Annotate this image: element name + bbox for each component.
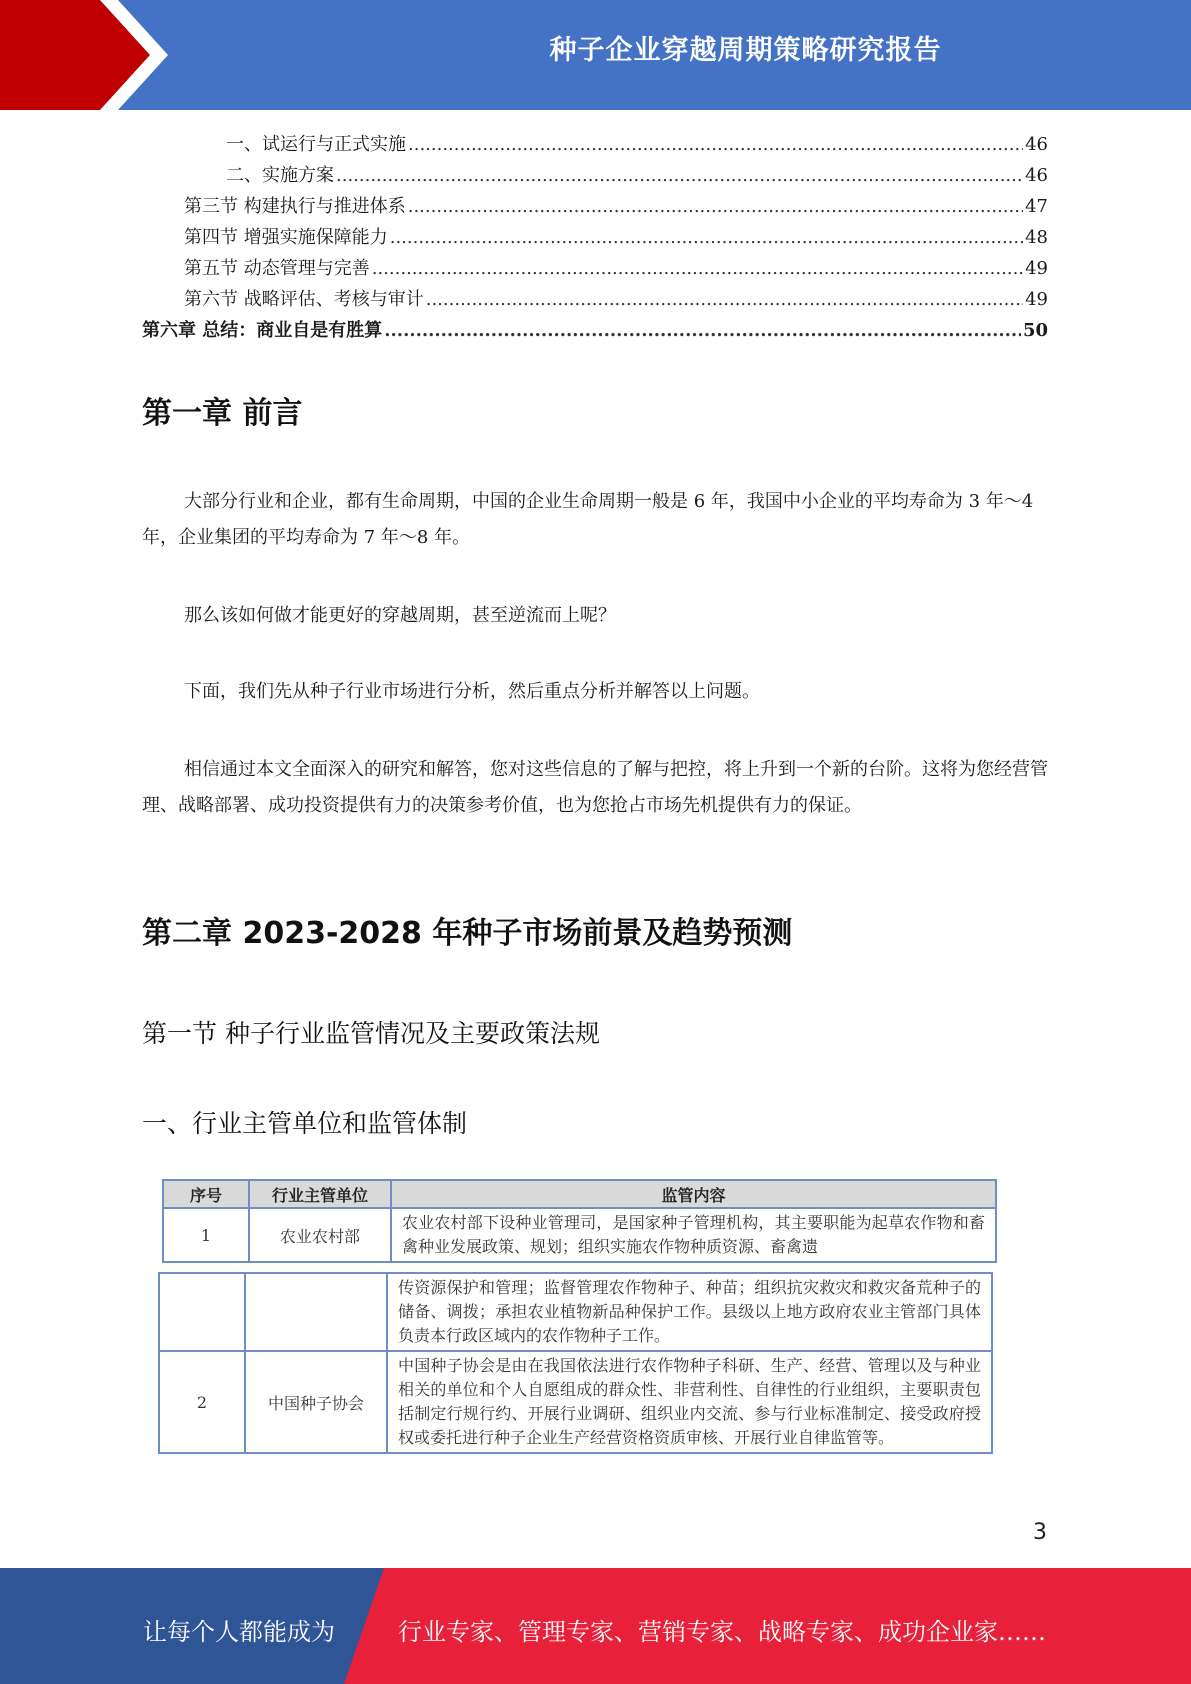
toc-entry-page: 49 (1025, 289, 1048, 310)
regulator-table-part1 (162, 1179, 997, 1263)
paragraph: 大部分行业和企业，都有生命周期，中国的企业生命周期一般是 6 年，我国中小企业的平均寿命为 3 年～4 年，企业集团的平均寿命为 7 年～8 年。 (142, 491, 1034, 548)
footer-slogan-left: 让每个人都能成为 (143, 1618, 335, 1646)
table-cell-unit: 农业农村部 (249, 1208, 391, 1262)
table-cell-content: 农业农村部下设种业管理司，是国家种子管理机构，其主要职能为起草农作物和畜禽种业发展政策、规划；组织实施农作物种质资源、畜禽遗 (391, 1208, 996, 1262)
toc-leader-dots (408, 196, 1023, 217)
toc-entry-text: 第六节 战略评估、考核与审计 (184, 289, 424, 310)
toc-entry-text: 一、试运行与正式实施 (226, 134, 406, 155)
toc-leader-dots (408, 134, 1023, 155)
paragraph: 相信通过本文全面深入的研究和解答，您对这些信息的了解与把控，将上升到一个新的台阶。这将为您经营管理、战略部署、成功投资提供有力的决策参考价值，也为您抢占市场先机提供有力的保证。 (142, 759, 1048, 816)
page-footer (0, 1568, 1191, 1684)
toc-entry-chapter[interactable] (142, 316, 1048, 347)
toc-leader-dots (336, 165, 1023, 186)
chapter-1-heading: 第一章 前言 (142, 396, 303, 431)
paragraph: 下面，我们先从种子行业市场进行分析，然后重点分析并解答以上问题。 (184, 681, 760, 702)
table-cell-unit: 中国种子协会 (245, 1351, 387, 1453)
paragraph: 那么该如何做才能更好的穿越周期，甚至逆流而上呢？ (184, 605, 616, 626)
toc-leader-dots (372, 258, 1023, 279)
table-header-row (163, 1180, 996, 1208)
footer-slogan-right: 行业专家、管理专家、营销专家、战略专家、成功企业家…… (398, 1618, 1046, 1646)
page-number: 3 (1033, 1520, 1047, 1545)
toc-entry-page: 48 (1025, 227, 1048, 248)
page-header (0, 0, 1191, 110)
subsection-heading: 一、行业主管单位和监管体制 (142, 1109, 468, 1138)
table-cell-content: 传资源保护和管理；监督管理农作物种子、种苗；组织抗灾救灾和救灾备荒种子的储备、调拨；承担农业植物新品种保护工作。县级以上地方政府农业主管部门具体负责本行政区域内的农作物种子工作。 (387, 1273, 992, 1351)
toc-entry-text: 第四节 增强实施保障能力 (184, 227, 388, 248)
toc-entry-text: 二、实施方案 (226, 165, 334, 186)
table-header-cell: 行业主管单位 (249, 1180, 391, 1208)
toc-entry[interactable] (142, 223, 1048, 254)
section-heading: 第一节 种子行业监管情况及主要政策法规 (142, 1019, 600, 1048)
toc-entry-text: 第五节 动态管理与完善 (184, 258, 370, 279)
toc-entry-text: 第六章 总结：商业自是有胜算 (142, 320, 383, 341)
toc-entry-text: 第三节 构建执行与推进体系 (184, 196, 406, 217)
chapter-2-heading: 第二章 2023-2028 年种子市场前景及趋势预测 (142, 916, 793, 951)
table-of-contents (142, 130, 1048, 347)
toc-entry[interactable] (142, 285, 1048, 316)
toc-leader-dots (390, 227, 1023, 248)
table-cell-no: 1 (163, 1208, 249, 1262)
table-row (159, 1351, 992, 1453)
toc-leader-dots (426, 289, 1023, 310)
report-title: 种子企业穿越周期策略研究报告 (549, 35, 942, 66)
table-row (163, 1208, 996, 1262)
toc-entry[interactable] (142, 192, 1048, 223)
toc-entry-page: 49 (1025, 258, 1048, 279)
toc-entry[interactable] (142, 130, 1048, 161)
toc-entry-page: 50 (1022, 320, 1048, 341)
table-header-cell: 序号 (163, 1180, 249, 1208)
regulator-table-part2 (158, 1272, 993, 1454)
table-header-cell: 监管内容 (391, 1180, 996, 1208)
table-row (159, 1273, 992, 1351)
table-cell-content: 中国种子协会是由在我国依法进行农作物种子科研、生产、经营、管理以及与种业相关的单位和个人自愿组成的群众性、非营利性、自律性的行业组织，主要职责包括制定行规行约、开展行业调研、组织业内交流、参与行业标准制定、接受政府授权或委托进行种子企业生产经营资格资质审核、开展行业自律监管等。 (387, 1351, 992, 1453)
toc-entry-page: 46 (1025, 165, 1048, 186)
table-cell-unit (245, 1273, 387, 1351)
table-cell-no (159, 1273, 245, 1351)
toc-entry-page: 46 (1025, 134, 1048, 155)
toc-entry-page: 47 (1025, 196, 1048, 217)
toc-entry[interactable] (142, 161, 1048, 192)
toc-entry[interactable] (142, 254, 1048, 285)
table-cell-no: 2 (159, 1351, 245, 1453)
toc-leader-dots (384, 320, 1021, 341)
